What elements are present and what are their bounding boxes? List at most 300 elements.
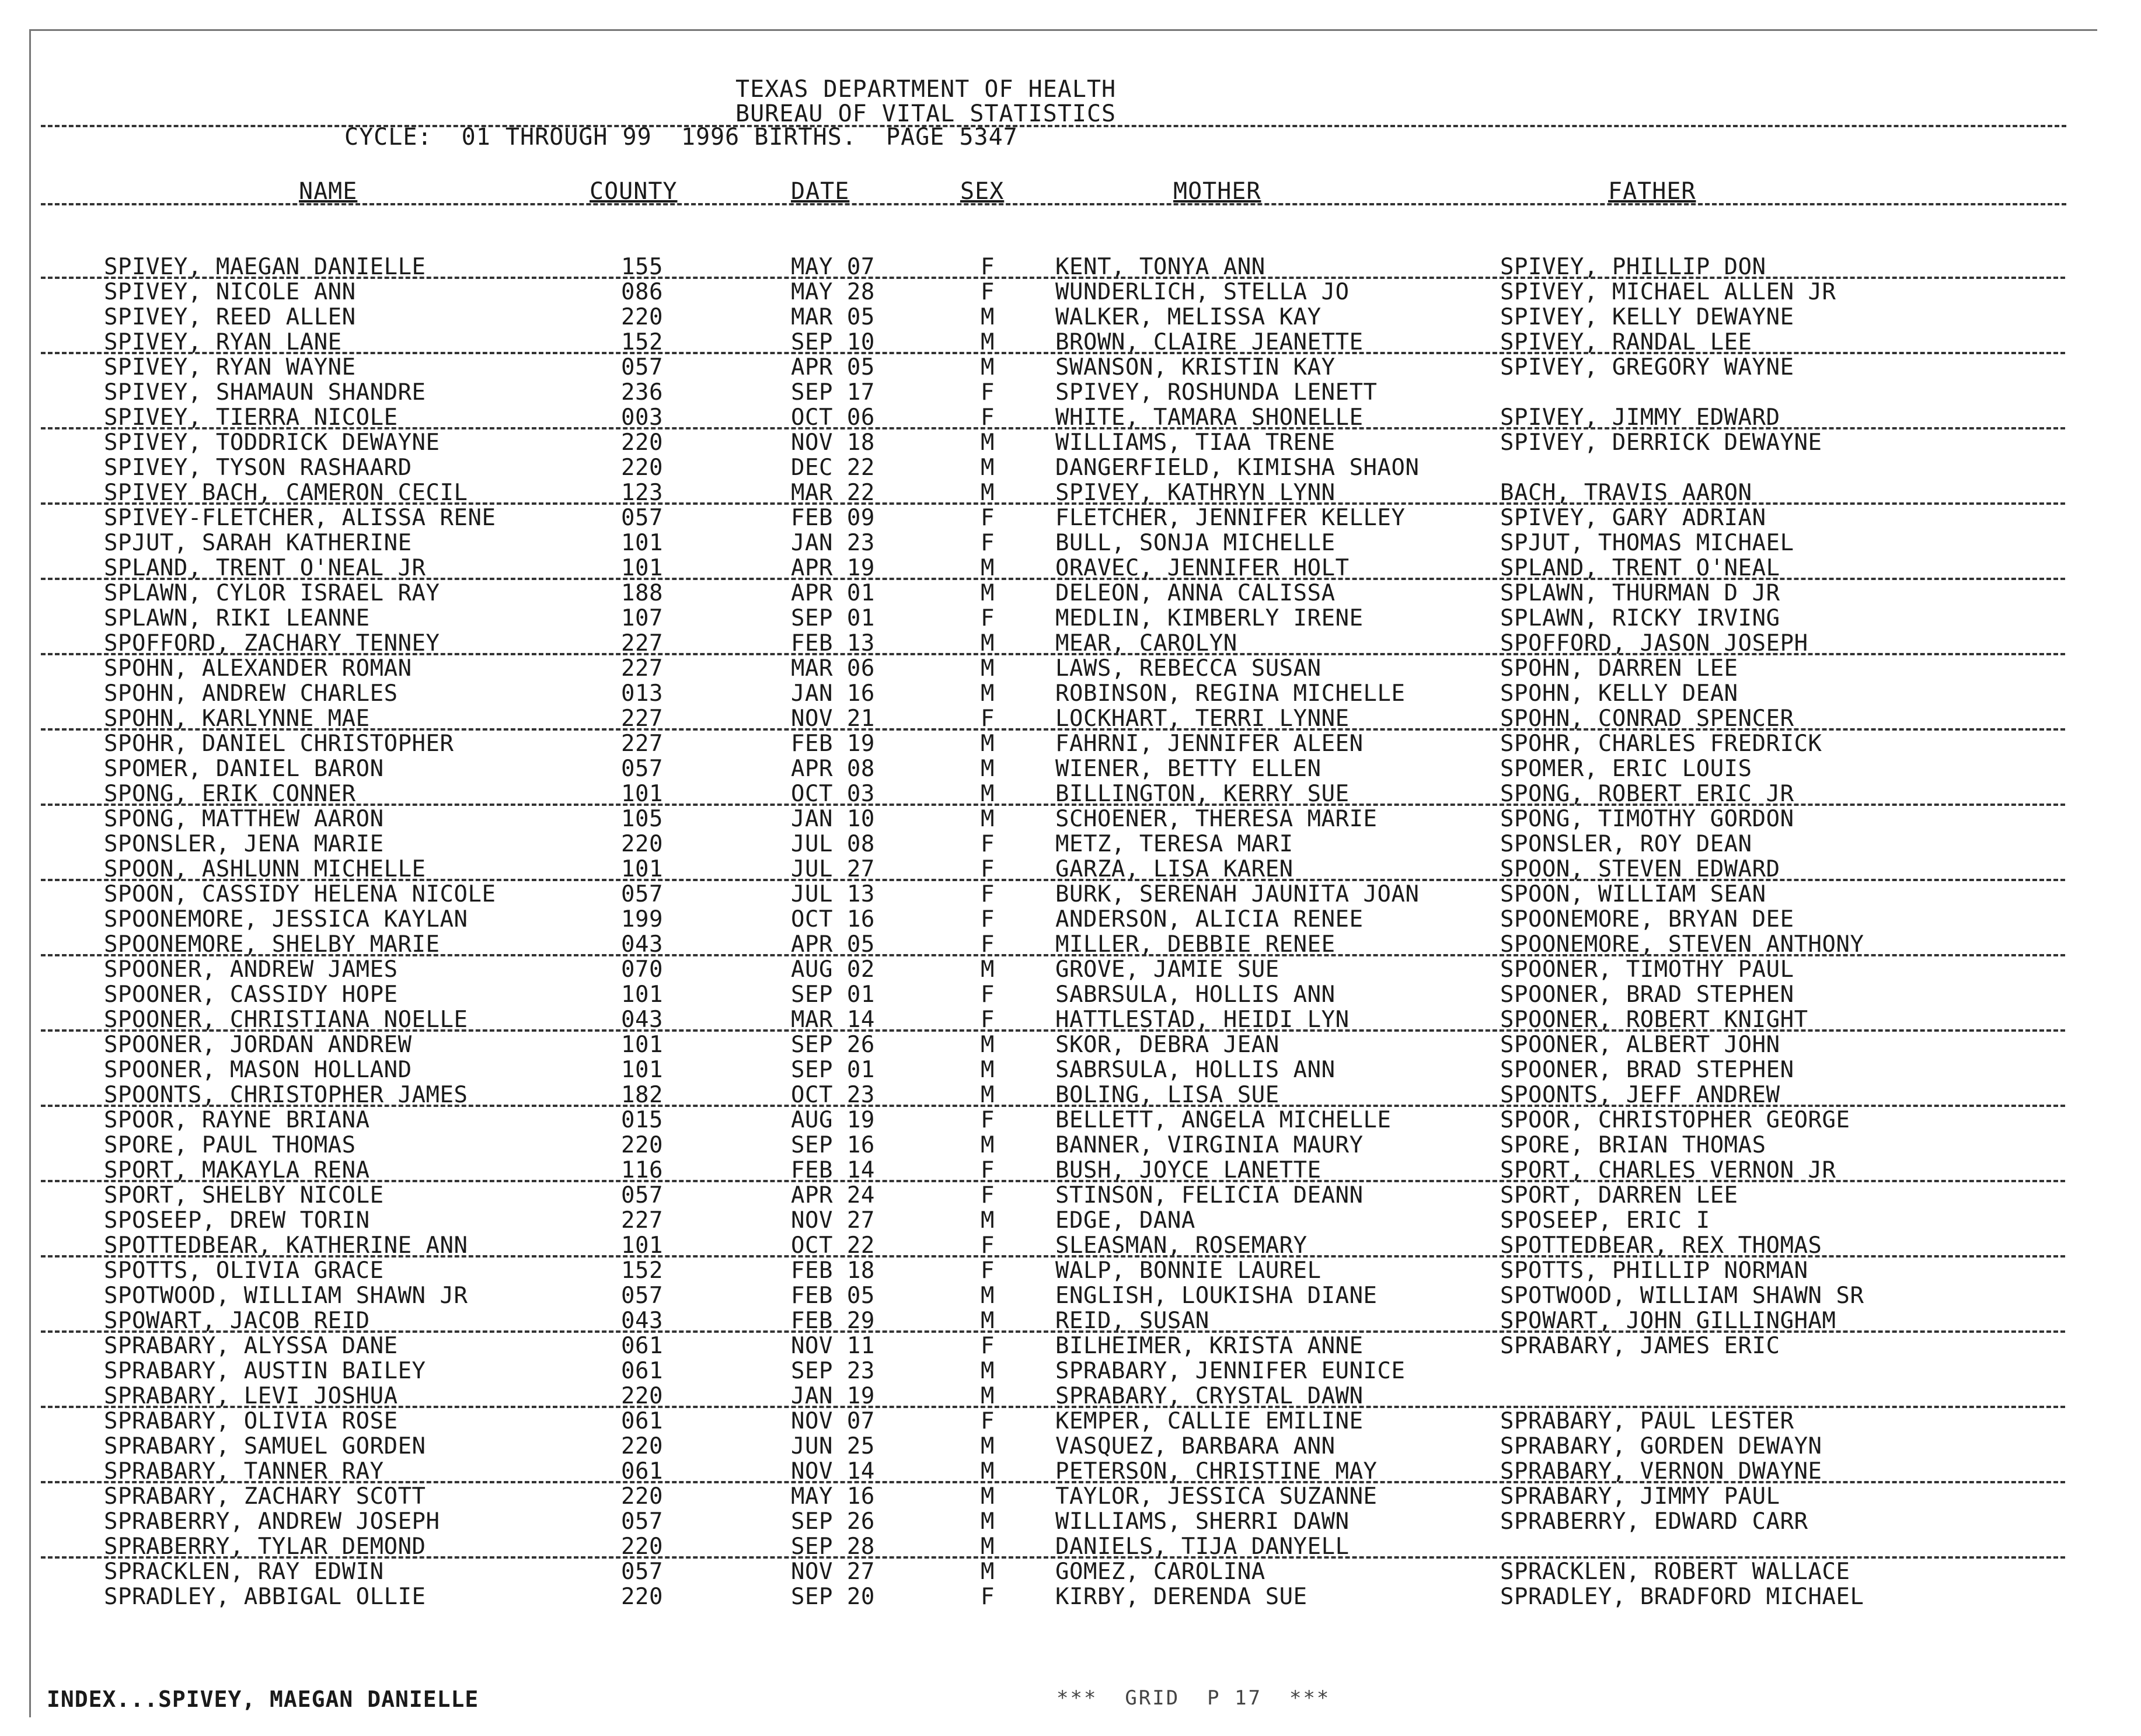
cell-mother: ANDERSON, ALICIA RENEE bbox=[1055, 906, 1364, 932]
cell-county: 220 bbox=[621, 1534, 663, 1560]
cell-sex: F bbox=[981, 906, 995, 932]
cell-mother: SCHOENER, THERESA MARIE bbox=[1055, 806, 1378, 832]
table-row bbox=[0, 1057, 2141, 1082]
table-row bbox=[0, 581, 2141, 606]
cell-name: SPOTWOOD, WILLIAM SHAWN JR bbox=[104, 1283, 468, 1309]
cell-mother: SPIVEY, KATHRYN LYNN bbox=[1055, 480, 1335, 506]
cell-county: 061 bbox=[621, 1358, 663, 1384]
index-footer: INDEX...SPIVEY, MAEGAN DANIELLE bbox=[47, 1686, 479, 1712]
cell-name: SPONG, ERIK CONNER bbox=[104, 781, 356, 807]
cell-county: 086 bbox=[621, 279, 663, 305]
table-row bbox=[0, 857, 2141, 882]
cell-name: SPRABARY, ALYSSA DANE bbox=[104, 1333, 398, 1359]
cell-date: JUL 13 bbox=[791, 881, 875, 907]
cell-name: SPOONER, CHRISTIANA NOELLE bbox=[104, 1007, 468, 1033]
cell-sex: M bbox=[981, 630, 995, 656]
cell-sex: M bbox=[981, 1534, 995, 1560]
cell-county: 057 bbox=[621, 1182, 663, 1208]
cell-date: APR 05 bbox=[791, 931, 875, 958]
cell-sex: F bbox=[981, 1584, 995, 1610]
cell-mother: FLETCHER, JENNIFER KELLEY bbox=[1055, 505, 1406, 531]
cell-name: SPOONTS, CHRISTOPHER JAMES bbox=[104, 1082, 468, 1108]
cell-father: SPOOR, CHRISTOPHER GEORGE bbox=[1500, 1107, 1850, 1133]
cell-father: SPOONER, ALBERT JOHN bbox=[1500, 1032, 1780, 1058]
cell-date: OCT 06 bbox=[791, 404, 875, 431]
cell-sex: F bbox=[981, 705, 995, 732]
table-row bbox=[0, 681, 2141, 706]
cell-county: 101 bbox=[621, 1232, 663, 1259]
cell-name: SPOHN, ANDREW CHARLES bbox=[104, 680, 398, 707]
cell-father: SPRABARY, GORDEN DEWAYN bbox=[1500, 1433, 1822, 1459]
cell-sex: M bbox=[981, 1032, 995, 1058]
cell-sex: F bbox=[981, 1258, 995, 1284]
cell-date: APR 05 bbox=[791, 354, 875, 380]
cell-county: 105 bbox=[621, 806, 663, 832]
cell-date: OCT 03 bbox=[791, 781, 875, 807]
cell-county: 220 bbox=[621, 1433, 663, 1459]
cell-county: 236 bbox=[621, 379, 663, 406]
cell-mother: WILLIAMS, SHERRI DAWN bbox=[1055, 1508, 1350, 1535]
table-row bbox=[0, 556, 2141, 581]
cell-date: AUG 19 bbox=[791, 1107, 875, 1133]
cell-father: SPJUT, THOMAS MICHAEL bbox=[1500, 530, 1794, 556]
cell-mother: SKOR, DEBRA JEAN bbox=[1055, 1032, 1279, 1058]
cell-date: APR 19 bbox=[791, 555, 875, 581]
cell-name: SPIVEY-FLETCHER, ALISSA RENE bbox=[104, 505, 496, 531]
cell-sex: F bbox=[981, 1333, 995, 1359]
cell-county: 152 bbox=[621, 329, 663, 355]
cell-mother: BUSH, JOYCE LANETTE bbox=[1055, 1157, 1321, 1183]
cell-county: 003 bbox=[621, 404, 663, 431]
cell-mother: WALP, BONNIE LAUREL bbox=[1055, 1258, 1321, 1284]
cell-mother: ENGLISH, LOUKISHA DIANE bbox=[1055, 1283, 1378, 1309]
column-header-mother: MOTHER bbox=[1173, 178, 1261, 205]
cell-mother: EDGE, DANA bbox=[1055, 1207, 1195, 1234]
cell-county: 227 bbox=[621, 1207, 663, 1234]
cell-name: SPOONER, CASSIDY HOPE bbox=[104, 981, 398, 1008]
cell-name: SPIVEY, TYSON RASHAARD bbox=[104, 455, 412, 481]
cell-sex: F bbox=[981, 605, 995, 631]
cell-name: SPRABARY, OLIVIA ROSE bbox=[104, 1408, 398, 1434]
cell-father: SPOHN, KELLY DEAN bbox=[1500, 680, 1738, 707]
cell-county: 227 bbox=[621, 705, 663, 732]
cell-name: SPOHN, KARLYNNE MAE bbox=[104, 705, 370, 732]
cell-mother: SPIVEY, ROSHUNDA LENETT bbox=[1055, 379, 1378, 406]
cell-sex: F bbox=[981, 881, 995, 907]
cell-date: JAN 19 bbox=[791, 1383, 875, 1409]
cell-sex: F bbox=[981, 856, 995, 882]
table-row bbox=[0, 957, 2141, 982]
cell-mother: HATTLESTAD, HEIDI LYN bbox=[1055, 1007, 1350, 1033]
agency-title: TEXAS DEPARTMENT OF HEALTH bbox=[735, 76, 1117, 103]
cell-date: FEB 13 bbox=[791, 630, 875, 656]
cell-county: 057 bbox=[621, 881, 663, 907]
cell-mother: MEAR, CAROLYN bbox=[1055, 630, 1237, 656]
cell-mother: PETERSON, CHRISTINE MAY bbox=[1055, 1458, 1378, 1484]
cell-father: SPORT, CHARLES VERNON JR bbox=[1500, 1157, 1836, 1183]
cell-name: SPRABARY, ZACHARY SCOTT bbox=[104, 1483, 426, 1510]
cell-date: NOV 07 bbox=[791, 1408, 875, 1434]
cell-name: SPOON, CASSIDY HELENA NICOLE bbox=[104, 881, 496, 907]
cell-mother: SABRSULA, HOLLIS ANN bbox=[1055, 981, 1335, 1008]
cell-county: 013 bbox=[621, 680, 663, 707]
cell-date: SEP 26 bbox=[791, 1032, 875, 1058]
cell-mother: BROWN, CLAIRE JEANETTE bbox=[1055, 329, 1364, 355]
cell-name: SPOFFORD, ZACHARY TENNEY bbox=[104, 630, 440, 656]
cell-name: SPOSEEP, DREW TORIN bbox=[104, 1207, 370, 1234]
cell-sex: F bbox=[981, 1107, 995, 1133]
cell-date: MAR 06 bbox=[791, 655, 875, 682]
cell-county: 043 bbox=[621, 1007, 663, 1033]
cell-name: SPOONER, MASON HOLLAND bbox=[104, 1057, 412, 1083]
cell-sex: M bbox=[981, 1308, 995, 1334]
cell-father: SPIVEY, DERRICK DEWAYNE bbox=[1500, 429, 1822, 456]
table-row bbox=[0, 1133, 2141, 1158]
cell-mother: WUNDERLICH, STELLA JO bbox=[1055, 279, 1350, 305]
cell-name: SPRABARY, AUSTIN BAILEY bbox=[104, 1358, 426, 1384]
cell-mother: FAHRNI, JENNIFER ALEEN bbox=[1055, 731, 1364, 757]
table-row bbox=[0, 1584, 2141, 1609]
cell-sex: M bbox=[981, 1057, 995, 1083]
table-row bbox=[0, 907, 2141, 932]
table-row bbox=[0, 254, 2141, 280]
table-row bbox=[0, 380, 2141, 405]
cell-date: JAN 16 bbox=[791, 680, 875, 707]
table-row bbox=[0, 1559, 2141, 1584]
cell-name: SPOTTEDBEAR, KATHERINE ANN bbox=[104, 1232, 468, 1259]
cell-date: SEP 01 bbox=[791, 605, 875, 631]
table-row bbox=[0, 1384, 2141, 1409]
cell-father: SPIVEY, PHILLIP DON bbox=[1500, 254, 1766, 280]
cell-county: 061 bbox=[621, 1458, 663, 1484]
cell-name: SPIVEY, MAEGAN DANIELLE bbox=[104, 254, 426, 280]
cell-father: SPOTTS, PHILLIP NORMAN bbox=[1500, 1258, 1808, 1284]
cell-sex: M bbox=[981, 655, 995, 682]
cell-sex: M bbox=[981, 1358, 995, 1384]
cell-mother: TAYLOR, JESSICA SUZANNE bbox=[1055, 1483, 1378, 1510]
cell-date: SEP 17 bbox=[791, 379, 875, 406]
column-header-name: NAME bbox=[299, 178, 358, 205]
cell-name: SPLAND, TRENT O'NEAL JR bbox=[104, 555, 426, 581]
cell-father: SPIVEY, KELLY DEWAYNE bbox=[1500, 304, 1794, 330]
cell-county: 043 bbox=[621, 931, 663, 958]
cell-county: 057 bbox=[621, 505, 663, 531]
cell-father: SPRABARY, JIMMY PAUL bbox=[1500, 1483, 1780, 1510]
cell-mother: KENT, TONYA ANN bbox=[1055, 254, 1265, 280]
cell-sex: M bbox=[981, 806, 995, 832]
table-row bbox=[0, 1108, 2141, 1133]
table-row bbox=[0, 330, 2141, 355]
cell-sex: M bbox=[981, 1508, 995, 1535]
cell-name: SPOONEMORE, JESSICA KAYLAN bbox=[104, 906, 468, 932]
cell-date: DEC 22 bbox=[791, 455, 875, 481]
table-row bbox=[0, 631, 2141, 656]
cell-father: SPORT, DARREN LEE bbox=[1500, 1182, 1738, 1208]
cell-name: SPOHR, DANIEL CHRISTOPHER bbox=[104, 731, 454, 757]
cell-county: 101 bbox=[621, 856, 663, 882]
cell-sex: M bbox=[981, 956, 995, 983]
cell-mother: KIRBY, DERENDA SUE bbox=[1055, 1584, 1307, 1610]
cell-mother: BURK, SERENAH JAUNITA JOAN bbox=[1055, 881, 1420, 907]
table-row bbox=[0, 1183, 2141, 1208]
cell-date: SEP 01 bbox=[791, 1057, 875, 1083]
table-row bbox=[0, 505, 2141, 530]
cell-date: APR 24 bbox=[791, 1182, 875, 1208]
table-row bbox=[0, 355, 2141, 380]
grid-footer: *** GRID P 17 *** bbox=[1056, 1686, 1331, 1710]
cell-father: SPRABARY, VERNON DWAYNE bbox=[1500, 1458, 1822, 1484]
cell-mother: BILLINGTON, KERRY SUE bbox=[1055, 781, 1350, 807]
table-row bbox=[0, 1158, 2141, 1183]
cell-name: SPJUT, SARAH KATHERINE bbox=[104, 530, 412, 556]
table-row bbox=[0, 882, 2141, 907]
cell-date: MAR 14 bbox=[791, 1007, 875, 1033]
cycle-line: CYCLE: 01 THROUGH 99 1996 BIRTHS. PAGE 5347 bbox=[344, 124, 1018, 151]
cell-sex: F bbox=[981, 1232, 995, 1259]
cell-father: SPRABERRY, EDWARD CARR bbox=[1500, 1508, 1808, 1535]
cell-sex: F bbox=[981, 505, 995, 531]
cell-father: SPORE, BRIAN THOMAS bbox=[1500, 1132, 1766, 1158]
cell-county: 107 bbox=[621, 605, 663, 631]
cell-date: FEB 29 bbox=[791, 1308, 875, 1334]
cell-date: FEB 18 bbox=[791, 1258, 875, 1284]
cell-date: NOV 21 bbox=[791, 705, 875, 732]
cell-county: 123 bbox=[621, 480, 663, 506]
table-row bbox=[0, 280, 2141, 305]
cell-name: SPIVEY, RYAN LANE bbox=[104, 329, 342, 355]
cell-sex: M bbox=[981, 1132, 995, 1158]
cell-father: SPRABARY, PAUL LESTER bbox=[1500, 1408, 1794, 1434]
cell-mother: GOMEZ, CAROLINA bbox=[1055, 1559, 1265, 1585]
cell-mother: STINSON, FELICIA DEANN bbox=[1055, 1182, 1364, 1208]
cell-father: SPLAWN, THURMAN D JR bbox=[1500, 580, 1780, 606]
cell-mother: BILHEIMER, KRISTA ANNE bbox=[1055, 1333, 1364, 1359]
cell-date: MAY 16 bbox=[791, 1483, 875, 1510]
table-row bbox=[0, 1308, 2141, 1333]
cell-date: JUN 25 bbox=[791, 1433, 875, 1459]
cell-sex: M bbox=[981, 555, 995, 581]
cell-county: 220 bbox=[621, 429, 663, 456]
cell-sex: M bbox=[981, 1283, 995, 1309]
cell-sex: M bbox=[981, 455, 995, 481]
table-row bbox=[0, 305, 2141, 330]
cell-mother: ORAVEC, JENNIFER HOLT bbox=[1055, 555, 1350, 581]
table-row bbox=[0, 455, 2141, 480]
table-row bbox=[0, 606, 2141, 631]
cell-county: 220 bbox=[621, 1383, 663, 1409]
cell-father: SPOON, WILLIAM SEAN bbox=[1500, 881, 1766, 907]
cell-name: SPRABERRY, ANDREW JOSEPH bbox=[104, 1508, 440, 1535]
cell-name: SPORT, SHELBY NICOLE bbox=[104, 1182, 384, 1208]
bureau-title: BUREAU OF VITAL STATISTICS bbox=[735, 100, 1117, 127]
cell-name: SPIVEY, SHAMAUN SHANDRE bbox=[104, 379, 426, 406]
cell-date: SEP 23 bbox=[791, 1358, 875, 1384]
cell-name: SPOONEMORE, SHELBY MARIE bbox=[104, 931, 440, 958]
cell-father: SPOHN, CONRAD SPENCER bbox=[1500, 705, 1794, 732]
cell-county: 220 bbox=[621, 1132, 663, 1158]
cell-date: SEP 10 bbox=[791, 329, 875, 355]
cell-name: SPRACKLEN, RAY EDWIN bbox=[104, 1559, 384, 1585]
cell-name: SPRABERRY, TYLAR DEMOND bbox=[104, 1534, 426, 1560]
cell-date: OCT 16 bbox=[791, 906, 875, 932]
cell-county: 220 bbox=[621, 1483, 663, 1510]
column-header-father: FATHER bbox=[1608, 178, 1696, 205]
cell-date: MAR 22 bbox=[791, 480, 875, 506]
cell-date: MAY 28 bbox=[791, 279, 875, 305]
cell-name: SPIVEY, REED ALLEN bbox=[104, 304, 356, 330]
cell-sex: F bbox=[981, 831, 995, 857]
cell-sex: M bbox=[981, 480, 995, 506]
cell-county: 101 bbox=[621, 1032, 663, 1058]
cell-mother: WIENER, BETTY ELLEN bbox=[1055, 756, 1321, 782]
cell-father: SPOFFORD, JASON JOSEPH bbox=[1500, 630, 1808, 656]
cell-sex: M bbox=[981, 580, 995, 606]
cell-mother: MILLER, DEBBIE RENEE bbox=[1055, 931, 1335, 958]
cell-father: SPOONER, ROBERT KNIGHT bbox=[1500, 1007, 1808, 1033]
cell-name: SPRADLEY, ABBIGAL OLLIE bbox=[104, 1584, 426, 1610]
cell-father: SPLAND, TRENT O'NEAL bbox=[1500, 555, 1780, 581]
cell-sex: F bbox=[981, 1007, 995, 1033]
cell-sex: M bbox=[981, 1082, 995, 1108]
table-row bbox=[0, 1484, 2141, 1509]
cell-sex: M bbox=[981, 304, 995, 330]
cell-name: SPOONER, ANDREW JAMES bbox=[104, 956, 398, 983]
cell-mother: GARZA, LISA KAREN bbox=[1055, 856, 1293, 882]
cell-county: 057 bbox=[621, 354, 663, 380]
cell-sex: M bbox=[981, 354, 995, 380]
table-row bbox=[0, 1509, 2141, 1534]
table-row bbox=[0, 1283, 2141, 1308]
cell-father: SPOHR, CHARLES FREDRICK bbox=[1500, 731, 1822, 757]
cell-sex: F bbox=[981, 1182, 995, 1208]
cell-sex: M bbox=[981, 429, 995, 456]
cell-father: SPOMER, ERIC LOUIS bbox=[1500, 756, 1752, 782]
cell-mother: SABRSULA, HOLLIS ANN bbox=[1055, 1057, 1335, 1083]
cell-date: MAY 07 bbox=[791, 254, 875, 280]
table-row bbox=[0, 731, 2141, 756]
cell-father: BACH, TRAVIS AARON bbox=[1500, 480, 1752, 506]
cell-father: SPOONEMORE, STEVEN ANTHONY bbox=[1500, 931, 1864, 958]
table-row bbox=[0, 832, 2141, 857]
cell-mother: GROVE, JAMIE SUE bbox=[1055, 956, 1279, 983]
cell-name: SPOOR, RAYNE BRIANA bbox=[104, 1107, 370, 1133]
cell-date: APR 08 bbox=[791, 756, 875, 782]
table-row bbox=[0, 656, 2141, 681]
cell-father: SPONG, TIMOTHY GORDON bbox=[1500, 806, 1794, 832]
cell-mother: BULL, SONJA MICHELLE bbox=[1055, 530, 1335, 556]
cell-name: SPRABARY, SAMUEL GORDEN bbox=[104, 1433, 426, 1459]
table-row bbox=[0, 405, 2141, 430]
cell-county: 227 bbox=[621, 655, 663, 682]
cell-name: SPIVEY, TIERRA NICOLE bbox=[104, 404, 398, 431]
cell-father: SPIVEY, GARY ADRIAN bbox=[1500, 505, 1766, 531]
cell-sex: F bbox=[981, 279, 995, 305]
cell-county: 199 bbox=[621, 906, 663, 932]
table-row bbox=[0, 530, 2141, 556]
cell-county: 057 bbox=[621, 1283, 663, 1309]
column-header-county: COUNTY bbox=[590, 178, 678, 205]
cell-sex: M bbox=[981, 329, 995, 355]
cell-county: 061 bbox=[621, 1333, 663, 1359]
cell-father: SPIVEY, GREGORY WAYNE bbox=[1500, 354, 1794, 380]
cell-county: 101 bbox=[621, 1057, 663, 1083]
cell-date: SEP 16 bbox=[791, 1132, 875, 1158]
cell-name: SPIVEY, RYAN WAYNE bbox=[104, 354, 356, 380]
cell-father: SPOONTS, JEFF ANDREW bbox=[1500, 1082, 1780, 1108]
cell-county: 152 bbox=[621, 1258, 663, 1284]
cell-mother: LOCKHART, TERRI LYNNE bbox=[1055, 705, 1350, 732]
table-row bbox=[0, 706, 2141, 731]
column-header-sex: SEX bbox=[960, 178, 1005, 205]
cell-father: SPONSLER, ROY DEAN bbox=[1500, 831, 1752, 857]
cell-county: 070 bbox=[621, 956, 663, 983]
cell-county: 101 bbox=[621, 555, 663, 581]
cell-mother: WILLIAMS, TIAA TRENE bbox=[1055, 429, 1335, 456]
cell-name: SPOONER, JORDAN ANDREW bbox=[104, 1032, 412, 1058]
cell-name: SPIVEY BACH, CAMERON CECIL bbox=[104, 480, 468, 506]
table-row bbox=[0, 1333, 2141, 1358]
cell-father: SPRABARY, JAMES ERIC bbox=[1500, 1333, 1780, 1359]
cell-father: SPOTWOOD, WILLIAM SHAWN SR bbox=[1500, 1283, 1864, 1309]
cell-father: SPRACKLEN, ROBERT WALLACE bbox=[1500, 1559, 1850, 1585]
cell-date: FEB 19 bbox=[791, 731, 875, 757]
cell-mother: KEMPER, CALLIE EMILINE bbox=[1055, 1408, 1364, 1434]
cell-county: 101 bbox=[621, 781, 663, 807]
table-row bbox=[0, 1534, 2141, 1559]
cell-name: SPLAWN, CYLOR ISRAEL RAY bbox=[104, 580, 440, 606]
cell-mother: DELEON, ANNA CALISSA bbox=[1055, 580, 1335, 606]
cell-father: SPIVEY, MICHAEL ALLEN JR bbox=[1500, 279, 1836, 305]
cell-date: NOV 14 bbox=[791, 1458, 875, 1484]
column-header-date: DATE bbox=[791, 178, 850, 205]
cell-date: FEB 14 bbox=[791, 1157, 875, 1183]
cell-county: 015 bbox=[621, 1107, 663, 1133]
cell-sex: M bbox=[981, 1559, 995, 1585]
cell-sex: F bbox=[981, 379, 995, 406]
cell-date: JUL 08 bbox=[791, 831, 875, 857]
cell-date: FEB 05 bbox=[791, 1283, 875, 1309]
table-row bbox=[0, 1409, 2141, 1434]
cell-date: FEB 09 bbox=[791, 505, 875, 531]
cell-father: SPOONER, BRAD STEPHEN bbox=[1500, 1057, 1794, 1083]
cell-father: SPIVEY, RANDAL LEE bbox=[1500, 329, 1752, 355]
table-row bbox=[0, 982, 2141, 1007]
cell-father: SPOHN, DARREN LEE bbox=[1500, 655, 1738, 682]
cell-name: SPOMER, DANIEL BARON bbox=[104, 756, 384, 782]
cell-date: NOV 18 bbox=[791, 429, 875, 456]
cell-sex: M bbox=[981, 680, 995, 707]
cell-county: 101 bbox=[621, 981, 663, 1008]
cell-county: 220 bbox=[621, 455, 663, 481]
table-row bbox=[0, 1233, 2141, 1258]
cell-date: JAN 23 bbox=[791, 530, 875, 556]
cell-sex: M bbox=[981, 756, 995, 782]
cell-date: APR 01 bbox=[791, 580, 875, 606]
cell-name: SPONG, MATTHEW AARON bbox=[104, 806, 384, 832]
cell-sex: M bbox=[981, 1458, 995, 1484]
cell-mother: METZ, TERESA MARI bbox=[1055, 831, 1293, 857]
table-row bbox=[0, 932, 2141, 957]
table-row bbox=[0, 1434, 2141, 1459]
table-row bbox=[0, 1208, 2141, 1233]
cell-name: SPORE, PAUL THOMAS bbox=[104, 1132, 356, 1158]
cell-sex: M bbox=[981, 781, 995, 807]
cell-father: SPOONER, BRAD STEPHEN bbox=[1500, 981, 1794, 1008]
cell-county: 188 bbox=[621, 580, 663, 606]
cell-name: SPORT, MAKAYLA RENA bbox=[104, 1157, 370, 1183]
cell-name: SPOHN, ALEXANDER ROMAN bbox=[104, 655, 412, 682]
cell-sex: M bbox=[981, 1483, 995, 1510]
